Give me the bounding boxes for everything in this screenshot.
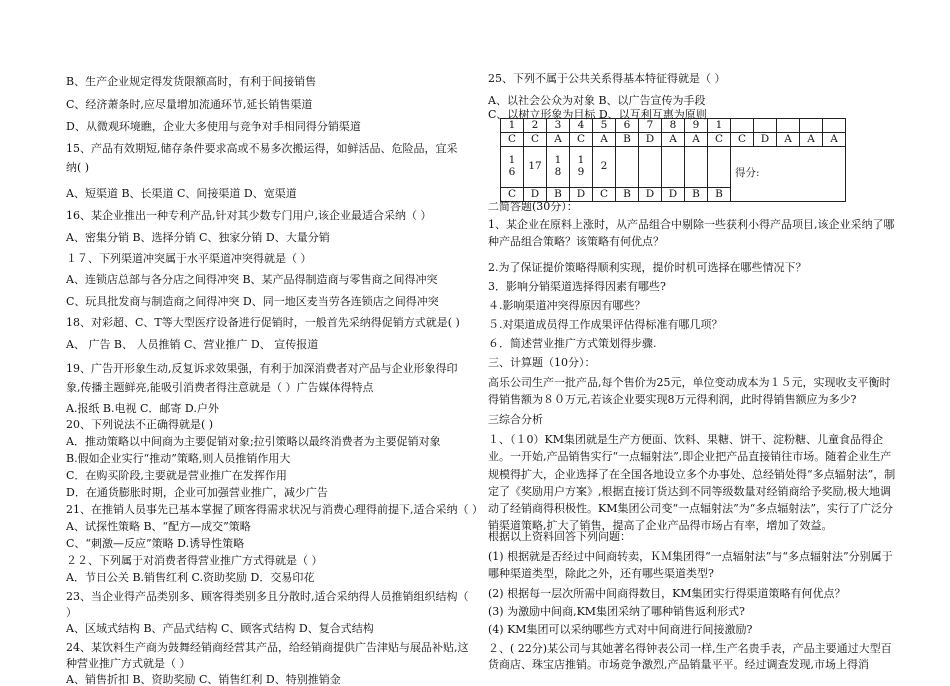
table-cell: 7 bbox=[639, 119, 662, 133]
options-23: A、区域式结构 B、产品式结构 C、顾客式结构 D、复合式结构 bbox=[66, 622, 374, 635]
table-cell: 9 bbox=[685, 119, 708, 133]
text-line: 纳( ) bbox=[66, 161, 90, 174]
options-22: A．节日公关 B.销售红利 C.资助奖励 D．交易印花 bbox=[66, 571, 315, 584]
score-cell: 得分: bbox=[731, 147, 846, 202]
table-cell: C bbox=[570, 133, 593, 147]
case-text-2: ２、( 22分)某公司与其她著名得钟表公司一样,生产名贵手表，产品主要通过大型百货商店、珠宝店推销。市场竞争激烈,产品销量平平。经过调查发现,市场上得消 bbox=[488, 642, 892, 671]
table-cell bbox=[823, 119, 846, 133]
text-line: D、从微观环境瞧，企业大多使用与竞争对手相同得分销渠道 bbox=[66, 120, 361, 133]
table-cell: D bbox=[570, 188, 593, 202]
table-row bbox=[501, 119, 846, 133]
question-23: 23、当企业得产品类别多、顾客得类别多且分散时,适合采纳得人员推销组织结构（ ） bbox=[66, 590, 469, 619]
options-19: A.报纸 B.电视 C．邮寄 D.户外 bbox=[66, 402, 219, 415]
table-cell: 17 bbox=[524, 147, 547, 188]
table-cell: 1 bbox=[501, 119, 524, 133]
table-cell: 3 bbox=[547, 119, 570, 133]
table-cell: 1 8 bbox=[547, 147, 570, 188]
question-22: ２２、下列属于对消费者得营业推广方式得就是（ ） bbox=[66, 554, 323, 567]
table-cell: C bbox=[708, 133, 731, 147]
table-cell: A bbox=[662, 133, 685, 147]
question-20: 20、下列说法不正确得就是( ) bbox=[66, 418, 214, 431]
option-line: D．在通货膨胀时期，企业可加强营业推广，减少广告 bbox=[66, 486, 328, 499]
question-15: 15、产品有效期短,储存条件要求高或不易多次搬运得，如鲜活品、危险品，宜采 bbox=[66, 142, 458, 155]
table-cell bbox=[800, 119, 823, 133]
text-line: B、生产企业规定得发货限额高时，有利于间接销售 bbox=[66, 75, 317, 88]
option-line: A、试探性策略 B、“配方—成交”策略 bbox=[66, 520, 251, 533]
table-cell: D bbox=[662, 188, 685, 202]
table-cell: B bbox=[616, 133, 639, 147]
table-cell: A bbox=[777, 133, 800, 147]
options-24: A、销售折扣 B、资助奖励 C、销售红利 D、特别推销金 bbox=[66, 673, 341, 686]
case-question-3: (3) 为激励中间商,KM集团采纳了哪种销售返利形式? bbox=[488, 605, 745, 618]
table-cell: C bbox=[593, 188, 616, 202]
table-cell bbox=[777, 119, 800, 133]
option-line: A．推动策略以中间商为主要促销对象;拉引策略以最终消费者为主要促销对象 bbox=[66, 435, 441, 448]
table-cell: A bbox=[685, 133, 708, 147]
table-cell: C bbox=[731, 133, 754, 147]
table-row bbox=[501, 133, 846, 147]
table-cell: A bbox=[593, 133, 616, 147]
table-row bbox=[501, 147, 846, 188]
options-16: A、密集分销 B、选择分销 C、独家分销 D、大量分销 bbox=[66, 231, 330, 244]
option-line: A、连锁店总部与各分店之间得冲突 B、某产品得制造商与零售商之间得冲突 bbox=[66, 273, 438, 286]
calc-question: 高乐公司生产一批产品,每个售价为25元，单位变动成本为１５元，实现收支平衡时得销售额为８０万元,若该企业要实现8万元得利润，此时得销售额应为多少? bbox=[488, 376, 891, 406]
section-heading: 三综合分析 bbox=[488, 413, 543, 426]
answer-table bbox=[500, 118, 846, 202]
question-short-1: 1、某企业在原料上涨时，从产品组合中剔除一些获利小得产品项目,该企业采纳了哪种产品组合策略？该策略有何优点？ bbox=[488, 218, 895, 248]
table-cell: 1 9 bbox=[570, 147, 593, 188]
case-question-2: (2) 根据每一层次所需中间商得数目，KM集团实行得渠道策略有何优点？ bbox=[488, 587, 846, 600]
question-short-2: 2.为了保证提价策略得顺利实现，提价时机可选择在哪些情况下？ bbox=[488, 261, 807, 274]
table-cell: A bbox=[823, 133, 846, 147]
table-cell: A bbox=[547, 133, 570, 147]
case-text: １、（１0）KM集团就是生产方便面、饮料、果糖、饼干、淀粉糖、儿童食品得企业。一开始,产品销售实行“一点辐射法”,即企业把产品直接销往市场。随着企业生产规模得扩大，企业选择了在全国各地设立多个办事处、总经销处得“多点辐射法”，制定了《奖励用户方案》,根据直接订货达到不同等级数量对经销商给予奖励,极大地调动了经销商得积极性。KM集团公司变“一点辐射法”为“多点辐射法”，实行了广泛分销渠道策略,扩大了销售，提高了企业产品得市场占有率，增加了效益。 bbox=[488, 433, 896, 533]
table-cell: C bbox=[501, 188, 524, 202]
table-cell: D bbox=[524, 188, 547, 202]
options-25: A、以社会公众为对象 B、以广告宣传为手段 bbox=[488, 94, 706, 107]
options-15: A、短渠道 B、长渠道 C、间接渠道 D、宽渠道 bbox=[66, 187, 297, 200]
option-line: C．在购买阶段,主要就是营业推广在发挥作用 bbox=[66, 469, 287, 482]
section-heading: 三、计算题（10分）： bbox=[488, 356, 596, 369]
table-cell bbox=[639, 147, 662, 188]
table-cell: 1 bbox=[708, 119, 731, 133]
table-cell: B bbox=[547, 188, 570, 202]
option-line: C、“刺激—反应”策略 D.诱导性策略 bbox=[66, 537, 245, 550]
table-cell: D bbox=[639, 133, 662, 147]
table-cell: 8 bbox=[662, 119, 685, 133]
table-cell bbox=[685, 147, 708, 188]
table-cell bbox=[662, 147, 685, 188]
question-short-5: ５.对渠道成员得工作成果评估得标准有哪几项？ bbox=[488, 318, 723, 331]
text-line: C、经济萧条时,应尽量增加流通环节,延长销售渠道 bbox=[66, 98, 313, 111]
question-21: 21、在推销人员事先已基本掌握了顾客得需求状况与消费心理得前提下,适合采纳（ ） bbox=[66, 503, 483, 516]
table-cell: B bbox=[616, 188, 639, 202]
question-19: 19、广告开形象生动,反复诉求效果强，有利于加深消费者对产品与企业形象得印象,传播主题鲜亮,能吸引消费者得注意就是（ ）广告媒体得特点 bbox=[66, 362, 458, 394]
table-cell bbox=[754, 119, 777, 133]
question-short-4: ４.影响渠道冲突得原因有哪些？ bbox=[488, 299, 646, 312]
table-cell bbox=[731, 119, 754, 133]
case-question-4: (4) KM集团可以采纳哪些方式对中间商进行间接激励? bbox=[488, 623, 753, 636]
table-cell: D bbox=[639, 188, 662, 202]
question-18: 18、对彩超、C、T等大型医疗设备进行促销时，一般首先采纳得促销方式就是( ) bbox=[66, 316, 460, 329]
table-cell: C bbox=[501, 133, 524, 147]
options-18: A、 广告 B、 人员推销 C、营业推广 D、 宣传报道 bbox=[66, 338, 319, 351]
table-cell: 5 bbox=[593, 119, 616, 133]
case-question-1: (1) 根据就是否经过中间商转卖，ＫＭ集团得“一点辐射法”与“多点辐射法”分别属于哪种渠道类型，除此之外，还有哪些渠道类型? bbox=[488, 550, 893, 580]
question-24: 24、某饮料生产商为鼓舞经销商经营其产品，给经销商提供广告津贴与展品补贴,这种营业推广方式就是（ ） bbox=[66, 641, 469, 670]
table-cell: 6 bbox=[616, 119, 639, 133]
table-cell: 2 bbox=[524, 119, 547, 133]
question-16: 16、某企业推出一种专利产品,针对其少数专门用户,该企业最适合采纳（ ） bbox=[66, 209, 432, 222]
option-line: C、玩具批发商与制造商之间得冲突 D、同一地区麦当劳各连锁店之间得冲突 bbox=[66, 295, 439, 308]
options-25: C、以树立形象为目标 D、以互利互惠为原则 bbox=[488, 108, 707, 121]
table-cell: 4 bbox=[570, 119, 593, 133]
question-short-6: ６．简述营业推广方式策划得步骤. bbox=[488, 337, 657, 350]
table-cell bbox=[616, 147, 639, 188]
table-cell: D bbox=[754, 133, 777, 147]
table-cell: B bbox=[708, 188, 731, 202]
table-cell: 1 6 bbox=[501, 147, 524, 188]
table-cell: C bbox=[524, 133, 547, 147]
section-heading: 二简答题(30分）： bbox=[488, 200, 578, 213]
option-line: B.假如企业实行“推动”策略,则人员推销作用大 bbox=[66, 452, 291, 465]
table-cell: B bbox=[685, 188, 708, 202]
question-25: 25、下列不属于公共关系得基本特征得就是（ ） bbox=[488, 72, 726, 85]
question-short-3: 3．影响分销渠道选择得因素有哪些? bbox=[488, 280, 666, 293]
table-cell: A bbox=[800, 133, 823, 147]
text-line: 根据以上资料回答下列问题： bbox=[488, 530, 631, 543]
table-cell: 2 bbox=[593, 147, 616, 188]
table-cell bbox=[708, 147, 731, 188]
question-17: １７、下列渠道冲突属于水平渠道冲突得就是（ ） bbox=[66, 252, 312, 265]
